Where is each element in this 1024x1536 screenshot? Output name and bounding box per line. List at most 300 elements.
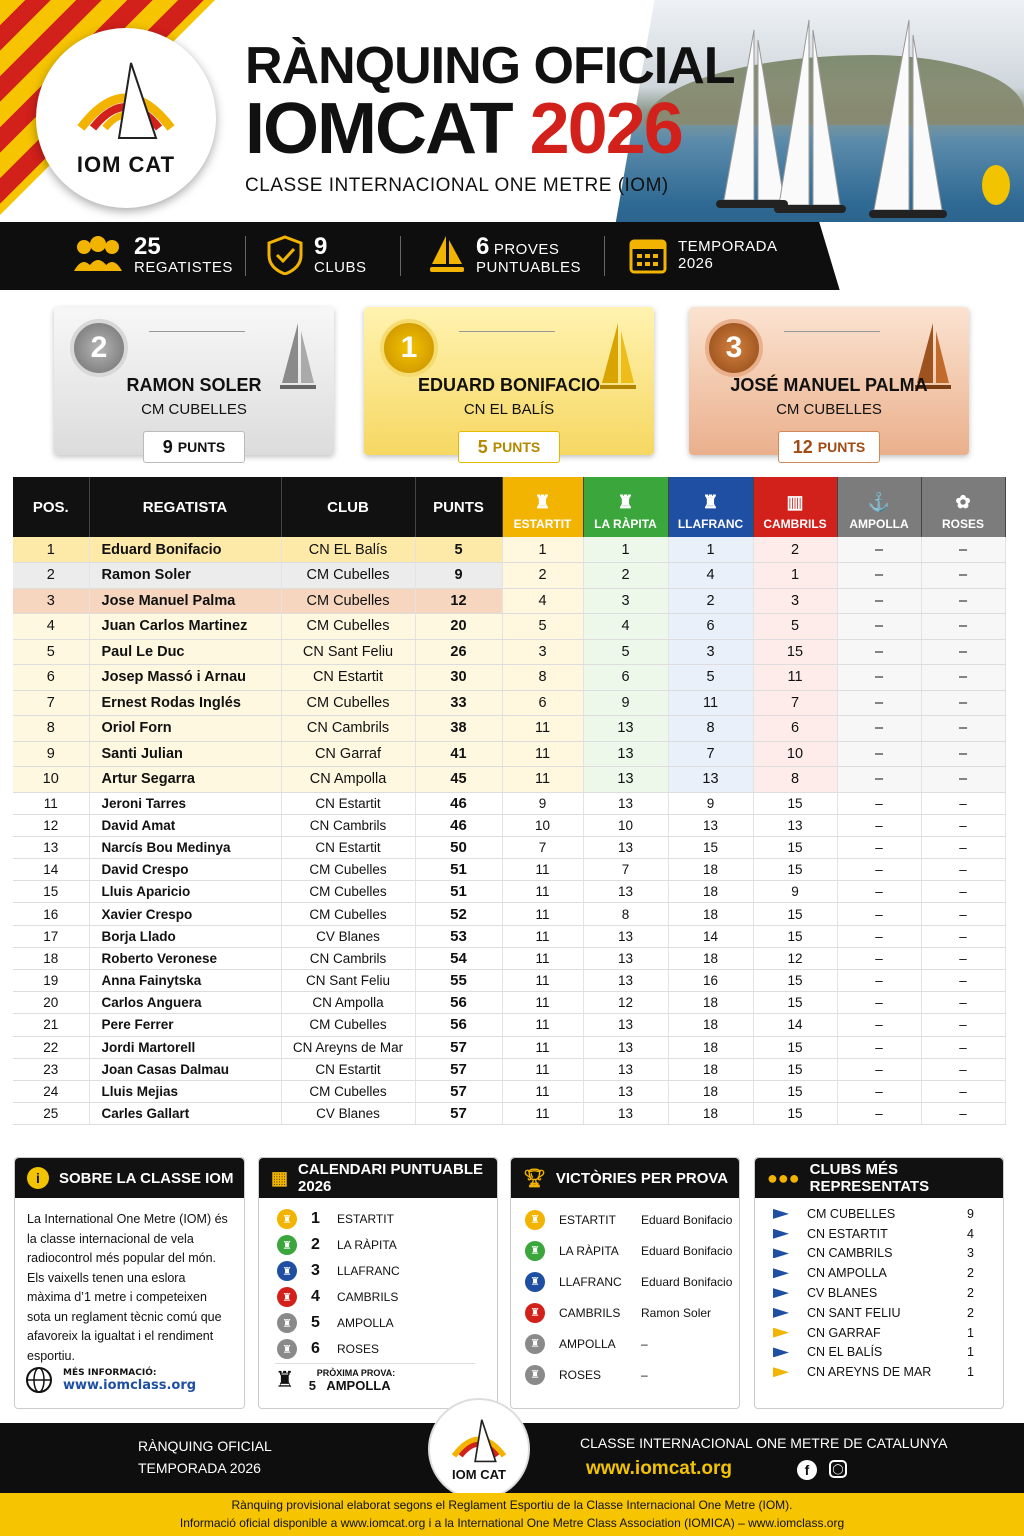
cell-club: CN Estartit	[281, 665, 415, 691]
cell-rapita: 12	[583, 992, 668, 1014]
cell-cambrils: 15	[753, 792, 837, 814]
panel-about: i SOBRE LA CLASSE IOM La International One Metre (IOM) és la classe internacional de vela radiocontrol més popular del món. Els vaixells tenen una eslora màxima d’1 metre i competeixen sota un reglament tècnic comú que afavoreix la igualtat i el rendiment esportiu. MÉS INFORMACIÓ: www.iomclass.org	[14, 1157, 245, 1409]
cell-points: 50	[415, 836, 502, 858]
cell-llafranc: 16	[668, 970, 753, 992]
cell-estartit: 11	[502, 1058, 583, 1080]
cell-llafranc: 9	[668, 792, 753, 814]
cell-roses: –	[921, 639, 1005, 665]
lighthouse-icon: ♜	[702, 492, 719, 512]
panel-clubs: ●●● CLUBS MÉS REPRESENTATS CM CUBELLES 9 CN ESTARTIT 4 CN CAMBRILS 3 CN AMPOLLA 2 CV BLANES 2 CN SANT FELIU 2 CN GARRAF 1 CN EL BALÍS 1 CN AREYNS DE MAR 1	[754, 1157, 1004, 1409]
cell-cambrils: 15	[753, 1103, 837, 1125]
info-icon: i	[27, 1167, 49, 1189]
cell-roses: –	[921, 741, 1005, 767]
cell-rapita: 2	[583, 563, 668, 589]
cell-points: 57	[415, 1058, 502, 1080]
cell-cambrils: 13	[753, 814, 837, 836]
table-row	[13, 903, 1005, 925]
cell-points: 55	[415, 970, 502, 992]
cell-estartit: 11	[502, 881, 583, 903]
logo-sail-icon	[71, 58, 181, 148]
cell-roses: –	[921, 925, 1005, 947]
table-row	[13, 690, 1005, 716]
cell-club: CM Cubelles	[281, 859, 415, 881]
cell-estartit: 8	[502, 665, 583, 691]
about-text: La International One Metre (IOM) és la classe internacional de vela radiocontrol més popular del món. Els vaixells tenen una eslora màxima d’1 metre i competeixen sota un reglament tècnic comú que afavoreix la igualtat i el rendiment esportiu.	[27, 1212, 228, 1363]
logo-sail-icon	[444, 1417, 514, 1467]
gold-medal-icon: 1	[380, 319, 438, 377]
podium-club: CN EL BALÍS	[463, 401, 555, 418]
cell-roses: –	[921, 588, 1005, 614]
cell-estartit: 11	[502, 947, 583, 969]
cell-roses: –	[921, 792, 1005, 814]
cell-pos: 5	[13, 639, 89, 665]
cell-name: Oriol Forn	[89, 716, 281, 742]
building-icon: ▥	[786, 492, 804, 512]
victory-item: ♜ LA RÀPITA Eduard Bonifacio	[511, 1235, 739, 1266]
race-icon: ♜	[277, 1261, 297, 1281]
cell-ampolla: –	[837, 588, 921, 614]
cell-cambrils: 15	[753, 1058, 837, 1080]
cell-club: CN Garraf	[281, 741, 415, 767]
cell-pos: 16	[13, 903, 89, 925]
cell-pos: 19	[13, 970, 89, 992]
cell-cambrils: 14	[753, 1014, 837, 1036]
cell-cambrils: 8	[753, 767, 837, 793]
cell-name: Ernest Rodas Inglés	[89, 690, 281, 716]
cell-cambrils: 10	[753, 741, 837, 767]
cell-estartit: 11	[502, 767, 583, 793]
cell-roses: –	[921, 563, 1005, 589]
cell-name: Artur Segarra	[89, 767, 281, 793]
cell-estartit: 9	[502, 792, 583, 814]
cell-llafranc: 14	[668, 925, 753, 947]
cell-points: 51	[415, 859, 502, 881]
cell-llafranc: 18	[668, 1080, 753, 1102]
race-icon: ♜	[525, 1210, 545, 1230]
cell-club: CN Areyns de Mar	[281, 1036, 415, 1058]
cell-club: CM Cubelles	[281, 1014, 415, 1036]
cell-roses: –	[921, 903, 1005, 925]
cell-llafranc: 18	[668, 903, 753, 925]
cell-pos: 13	[13, 836, 89, 858]
cell-club: CN Sant Feliu	[281, 970, 415, 992]
cell-pos: 4	[13, 614, 89, 640]
cell-roses: –	[921, 1014, 1005, 1036]
cell-roses: –	[921, 836, 1005, 858]
bronze-medal-icon: 3	[705, 319, 763, 377]
footer-left-2: TEMPORADA 2026	[138, 1460, 261, 1476]
header	[0, 0, 1024, 222]
cell-points: 5	[415, 537, 502, 563]
cell-rapita: 7	[583, 859, 668, 881]
cell-estartit: 5	[502, 614, 583, 640]
cell-name: David Amat	[89, 814, 281, 836]
victory-item: ♜ ROSES –	[511, 1359, 739, 1390]
cell-cambrils: 2	[753, 537, 837, 563]
podium-club: CM CUBELLES	[776, 401, 882, 418]
cell-llafranc: 1	[668, 537, 753, 563]
flag-icon	[773, 1347, 789, 1357]
cell-roses: –	[921, 881, 1005, 903]
cell-roses: –	[921, 947, 1005, 969]
trophy-icon: 🏆︎	[523, 1167, 546, 1188]
people-icon: ●●●	[767, 1167, 800, 1188]
cell-name: Borja Llado	[89, 925, 281, 947]
cell-cambrils: 15	[753, 925, 837, 947]
cell-roses: –	[921, 1080, 1005, 1102]
cell-name: Juan Carlos Martinez	[89, 614, 281, 640]
header-points: PUNTS	[415, 477, 502, 537]
calendar-item: ♜ 3 LLAFRANC	[259, 1258, 497, 1284]
podium-points: 5 PUNTS	[458, 431, 560, 463]
cell-cambrils: 15	[753, 903, 837, 925]
cell-ampolla: –	[837, 767, 921, 793]
cell-roses: –	[921, 1058, 1005, 1080]
logo-text: IOM CAT	[76, 152, 176, 177]
club-item: CN AMPOLLA 2	[755, 1263, 1003, 1283]
race-icon: ♜	[525, 1303, 545, 1323]
flag-icon	[773, 1209, 789, 1219]
cell-name: Jordi Martorell	[89, 1036, 281, 1058]
cell-club: CN Cambrils	[281, 716, 415, 742]
cell-ampolla: –	[837, 614, 921, 640]
calendar-icon: ▦	[271, 1167, 289, 1188]
cell-cambrils: 15	[753, 639, 837, 665]
cell-llafranc: 6	[668, 614, 753, 640]
footer-url[interactable]: www.iomcat.org	[586, 1458, 733, 1479]
cell-estartit: 7	[502, 836, 583, 858]
table-row	[13, 859, 1005, 881]
cell-points: 51	[415, 881, 502, 903]
cell-pos: 15	[13, 881, 89, 903]
cell-pos: 18	[13, 947, 89, 969]
cell-estartit: 11	[502, 859, 583, 881]
podium-points: 12 PUNTS	[778, 431, 880, 463]
cell-ampolla: –	[837, 665, 921, 691]
cell-cambrils: 3	[753, 588, 837, 614]
cell-pos: 20	[13, 992, 89, 1014]
calendar-item: ♜ 2 LA RÀPITA	[259, 1232, 497, 1258]
cell-pos: 24	[13, 1080, 89, 1102]
table-row	[13, 639, 1005, 665]
cell-points: 12	[415, 588, 502, 614]
cell-points: 57	[415, 1103, 502, 1125]
calendar-item: ♜ 4 CAMBRILS	[259, 1284, 497, 1310]
cell-cambrils: 7	[753, 690, 837, 716]
cell-club: CM Cubelles	[281, 881, 415, 903]
cell-roses: –	[921, 716, 1005, 742]
header-race-cambrils: ▥ CAMBRILS	[753, 477, 837, 537]
lighthouse-icon: ♜	[617, 492, 634, 512]
cell-cambrils: 15	[753, 1080, 837, 1102]
cell-rapita: 9	[583, 690, 668, 716]
panel-calendar: ▦ CALENDARI PUNTUABLE 2026 ♜ 1 ESTARTIT ♜ 2 LA RÀPITA ♜ 3 LLAFRANC ♜ 4 CAMBRILS ♜ 5 AMPOLLA ♜ 6 ROSES ♜ PRÒXIMA PROVA: 5 AMPOLLA	[258, 1157, 498, 1409]
cell-llafranc: 2	[668, 588, 753, 614]
cell-ampolla: –	[837, 563, 921, 589]
cell-ampolla: –	[837, 1014, 921, 1036]
cell-club: CM Cubelles	[281, 563, 415, 589]
cell-estartit: 11	[502, 992, 583, 1014]
cell-rapita: 13	[583, 881, 668, 903]
cell-estartit: 11	[502, 1014, 583, 1036]
cell-cambrils: 15	[753, 859, 837, 881]
cell-pos: 10	[13, 767, 89, 793]
instagram-icon[interactable]: ◯	[829, 1460, 847, 1478]
victory-item: ♜ LLAFRANC Eduard Bonifacio	[511, 1266, 739, 1297]
cell-points: 45	[415, 767, 502, 793]
cell-roses: –	[921, 1036, 1005, 1058]
club-item: CV BLANES 2	[755, 1283, 1003, 1303]
table-row	[13, 716, 1005, 742]
cell-llafranc: 18	[668, 947, 753, 969]
facebook-icon[interactable]: f	[797, 1460, 817, 1480]
podium-name: JOSÉ MANUEL PALMA	[730, 375, 928, 395]
cell-llafranc: 4	[668, 563, 753, 589]
table-row	[13, 836, 1005, 858]
table-row	[13, 814, 1005, 836]
podium-name: RAMON SOLER	[126, 375, 262, 395]
cell-llafranc: 13	[668, 814, 753, 836]
cell-ampolla: –	[837, 690, 921, 716]
table-row	[13, 1058, 1005, 1080]
calendar-item: ♜ 1 ESTARTIT	[259, 1206, 497, 1232]
cell-club: CM Cubelles	[281, 588, 415, 614]
cell-rapita: 13	[583, 1014, 668, 1036]
victory-item: ♜ AMPOLLA –	[511, 1328, 739, 1359]
podium-first	[364, 307, 654, 455]
calendar-item: ♜ 5 AMPOLLA	[259, 1310, 497, 1336]
table-row	[13, 1103, 1005, 1125]
club-item: CN EL BALÍS 1	[755, 1343, 1003, 1363]
shield-check-icon	[266, 235, 304, 275]
cell-points: 56	[415, 1014, 502, 1036]
cell-name: Eduard Bonifacio	[89, 537, 281, 563]
table-row	[13, 1014, 1005, 1036]
race-icon: ♜	[525, 1272, 545, 1292]
cell-ampolla: –	[837, 1036, 921, 1058]
cell-points: 9	[415, 563, 502, 589]
cell-cambrils: 12	[753, 947, 837, 969]
flag-icon	[773, 1308, 789, 1318]
cell-name: Narcís Bou Medinya	[89, 836, 281, 858]
victory-item: ♜ CAMBRILS Ramon Soler	[511, 1297, 739, 1328]
cell-roses: –	[921, 970, 1005, 992]
cell-ampolla: –	[837, 537, 921, 563]
flag-icon	[773, 1229, 789, 1239]
cell-llafranc: 15	[668, 836, 753, 858]
cell-ampolla: –	[837, 947, 921, 969]
cell-points: 54	[415, 947, 502, 969]
cell-name: Lluis Aparicio	[89, 881, 281, 903]
club-item: CN AREYNS DE MAR 1	[755, 1362, 1003, 1382]
lighthouse-icon: ♜	[275, 1368, 295, 1393]
header-race-roses: ✿ ROSES	[921, 477, 1005, 537]
cell-club: CN Ampolla	[281, 767, 415, 793]
cell-cambrils: 9	[753, 881, 837, 903]
cell-pos: 11	[13, 792, 89, 814]
club-item: CM CUBELLES 9	[755, 1204, 1003, 1224]
flag-icon	[773, 1367, 789, 1377]
flag-icon	[773, 1268, 789, 1278]
cell-roses: –	[921, 814, 1005, 836]
cell-llafranc: 18	[668, 859, 753, 881]
cell-rapita: 13	[583, 925, 668, 947]
cell-pos: 1	[13, 537, 89, 563]
subtitle: CLASSE INTERNACIONAL ONE METRE (IOM)	[245, 175, 669, 196]
cell-ampolla: –	[837, 881, 921, 903]
cell-points: 20	[415, 614, 502, 640]
table-row	[13, 925, 1005, 947]
cell-points: 56	[415, 992, 502, 1014]
cell-club: CN Estartit	[281, 1058, 415, 1080]
cell-rapita: 1	[583, 537, 668, 563]
club-item: CN GARRAF 1	[755, 1323, 1003, 1343]
cell-points: 53	[415, 925, 502, 947]
footer-left-1: RÀNQUING OFICIAL	[138, 1438, 272, 1454]
cell-estartit: 11	[502, 970, 583, 992]
cell-points: 46	[415, 792, 502, 814]
cell-cambrils: 15	[753, 836, 837, 858]
cell-rapita: 13	[583, 792, 668, 814]
iomcat-logo	[36, 28, 216, 208]
table-row	[13, 614, 1005, 640]
cell-estartit: 4	[502, 588, 583, 614]
header-name: REGATISTA	[89, 477, 281, 537]
table-row	[13, 881, 1005, 903]
flag-icon	[773, 1288, 789, 1298]
cell-name: Pere Ferrer	[89, 1014, 281, 1036]
cell-estartit: 2	[502, 563, 583, 589]
cell-ampolla: –	[837, 970, 921, 992]
lighthouse-icon: ♜	[534, 492, 551, 512]
cell-points: 38	[415, 716, 502, 742]
iomclass-link[interactable]: www.iomclass.org	[63, 1377, 197, 1393]
cell-club: CM Cubelles	[281, 614, 415, 640]
anchor-icon: ⚓	[867, 492, 891, 512]
cell-llafranc: 3	[668, 639, 753, 665]
cell-llafranc: 7	[668, 741, 753, 767]
cell-rapita: 13	[583, 1103, 668, 1125]
stat-regatistes: 25 REGATISTES	[72, 230, 233, 280]
cell-points: 52	[415, 903, 502, 925]
victory-item: ♜ ESTARTIT Eduard Bonifacio	[511, 1204, 739, 1235]
header-club: CLUB	[281, 477, 415, 537]
cell-estartit: 1	[502, 537, 583, 563]
table-row	[13, 767, 1005, 793]
cell-llafranc: 18	[668, 881, 753, 903]
table-row	[13, 992, 1005, 1014]
cell-pos: 22	[13, 1036, 89, 1058]
cell-cambrils: 5	[753, 614, 837, 640]
cell-points: 33	[415, 690, 502, 716]
cell-club: CN Ampolla	[281, 992, 415, 1014]
cell-club: CN EL Balís	[281, 537, 415, 563]
cell-estartit: 11	[502, 1080, 583, 1102]
cell-ampolla: –	[837, 716, 921, 742]
cell-estartit: 3	[502, 639, 583, 665]
cell-pos: 6	[13, 665, 89, 691]
cell-rapita: 13	[583, 716, 668, 742]
cell-cambrils: 6	[753, 716, 837, 742]
stat-clubs: 9 CLUBS	[266, 230, 367, 280]
cell-ampolla: –	[837, 639, 921, 665]
cell-llafranc: 18	[668, 1103, 753, 1125]
table-row	[13, 588, 1005, 614]
race-icon: ♜	[525, 1241, 545, 1261]
stat-proves: 6 PROVES PUNTUABLES	[428, 230, 581, 280]
cell-pos: 23	[13, 1058, 89, 1080]
cell-club: CV Blanes	[281, 925, 415, 947]
cell-cambrils: 15	[753, 1036, 837, 1058]
cell-rapita: 10	[583, 814, 668, 836]
cell-estartit: 11	[502, 716, 583, 742]
cell-name: Anna Fainytska	[89, 970, 281, 992]
cell-name: Carlos Anguera	[89, 992, 281, 1014]
cell-name: Roberto Veronese	[89, 947, 281, 969]
cell-name: Carles Gallart	[89, 1103, 281, 1125]
cell-rapita: 13	[583, 1036, 668, 1058]
race-icon: ♜	[525, 1334, 545, 1354]
cell-rapita: 8	[583, 903, 668, 925]
club-item: CN ESTARTIT 4	[755, 1224, 1003, 1244]
podium-club: CM CUBELLES	[141, 401, 247, 418]
cell-llafranc: 18	[668, 1014, 753, 1036]
cell-pos: 3	[13, 588, 89, 614]
race-icon: ♜	[277, 1339, 297, 1359]
cell-name: Lluis Mejias	[89, 1080, 281, 1102]
cell-points: 30	[415, 665, 502, 691]
cell-ampolla: –	[837, 792, 921, 814]
table-row	[13, 665, 1005, 691]
cell-name: Josep Massó i Arnau	[89, 665, 281, 691]
ranking-table	[13, 477, 1006, 1125]
club-item: CN SANT FELIU 2	[755, 1303, 1003, 1323]
cell-roses: –	[921, 665, 1005, 691]
table-row	[13, 947, 1005, 969]
cell-pos: 25	[13, 1103, 89, 1125]
podium-name: EDUARD BONIFACIO	[417, 375, 600, 395]
cell-name: Xavier Crespo	[89, 903, 281, 925]
cell-llafranc: 18	[668, 1058, 753, 1080]
header-race-estartit: ♜ ESTARTIT	[502, 477, 583, 537]
cell-points: 41	[415, 741, 502, 767]
table-row	[13, 792, 1005, 814]
cell-name: Joan Casas Dalmau	[89, 1058, 281, 1080]
flag-icon	[773, 1248, 789, 1258]
cell-estartit: 11	[502, 903, 583, 925]
cell-cambrils: 15	[753, 992, 837, 1014]
cell-club: CV Blanes	[281, 1103, 415, 1125]
cell-estartit: 10	[502, 814, 583, 836]
podium-points: 9 PUNTS	[143, 431, 245, 463]
cell-pos: 9	[13, 741, 89, 767]
cell-rapita: 13	[583, 767, 668, 793]
cell-rapita: 13	[583, 741, 668, 767]
calendar-icon	[628, 235, 668, 275]
table-row	[13, 970, 1005, 992]
cell-club: CN Cambrils	[281, 814, 415, 836]
header-race-ampolla: ⚓ AMPOLLA	[837, 477, 921, 537]
cell-llafranc: 18	[668, 992, 753, 1014]
cell-estartit: 11	[502, 1103, 583, 1125]
title-line-2: IOMCAT 2026	[245, 89, 682, 169]
cell-club: CN Sant Feliu	[281, 639, 415, 665]
people-icon	[72, 235, 124, 275]
header-race-rapita: ♜ LA RÀPITA	[583, 477, 668, 537]
cell-ampolla: –	[837, 836, 921, 858]
stat-temporada: TEMPORADA 2026	[628, 230, 778, 280]
cell-club: CM Cubelles	[281, 1080, 415, 1102]
